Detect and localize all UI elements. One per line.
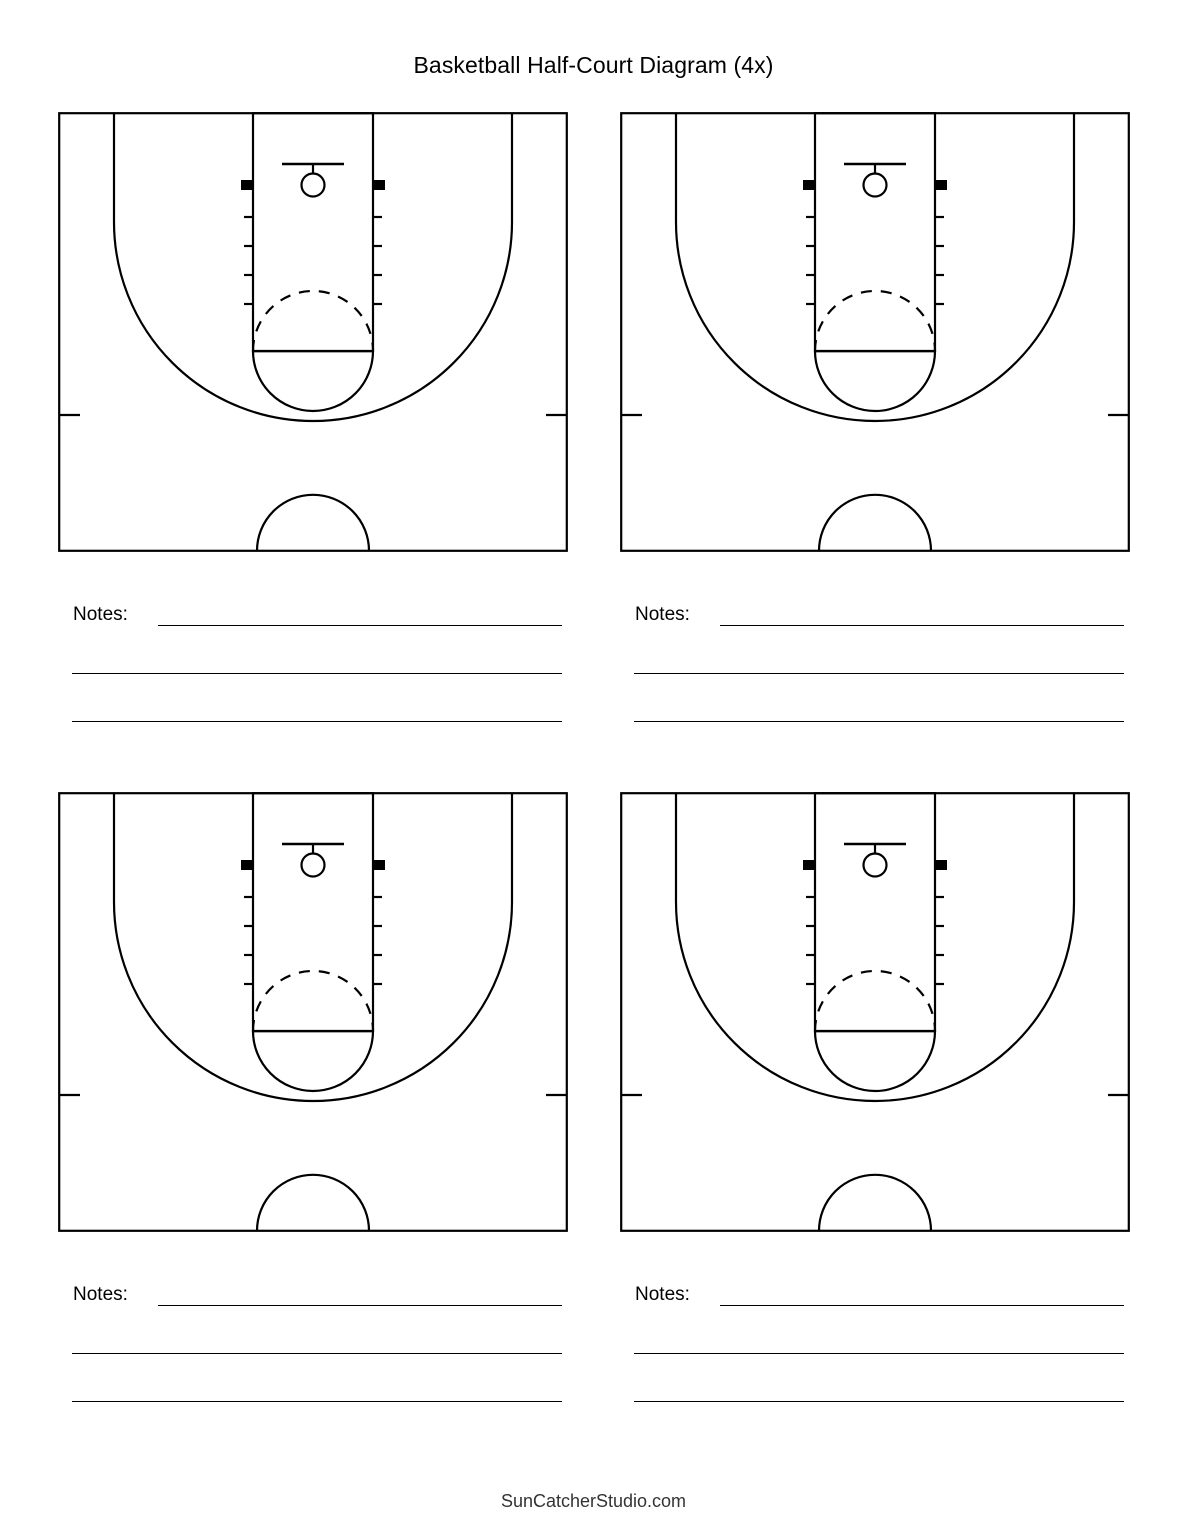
notes-write-line[interactable] (158, 1305, 562, 1306)
hoop (302, 174, 325, 197)
page-title: Basketball Half-Court Diagram (4x) (413, 52, 774, 78)
notes-write-line[interactable] (634, 721, 1124, 722)
half-court-diagram-4 (620, 792, 1130, 1232)
court-boundary (621, 793, 1129, 1231)
key-lane (815, 113, 935, 351)
center-circle-half (257, 1175, 369, 1231)
half-court-diagram-2 (620, 112, 1130, 552)
key-lane (253, 793, 373, 1031)
half-court-diagram-1 (58, 112, 568, 552)
court-boundary (59, 113, 567, 551)
notes-write-line[interactable] (634, 673, 1124, 674)
notes-block (620, 1284, 1130, 1424)
notes-write-line[interactable] (720, 625, 1124, 626)
notes-write-line[interactable] (720, 1305, 1124, 1306)
center-circle-half (819, 495, 931, 551)
notes-label: Notes: (635, 1284, 690, 1305)
half-court-diagram-3 (58, 792, 568, 1232)
center-circle-half (257, 495, 369, 551)
notes-write-line[interactable] (72, 1353, 562, 1354)
notes-label: Notes: (73, 604, 128, 625)
notes-write-line[interactable] (72, 1401, 562, 1402)
free-throw-circle-dashed (253, 971, 373, 1031)
three-point-arc (114, 113, 512, 421)
lane-block-left (803, 860, 815, 870)
free-throw-circle-solid (253, 351, 373, 411)
lane-block-right (935, 180, 947, 190)
court-boundary (621, 113, 1129, 551)
court-cell (58, 792, 568, 1424)
lane-block-right (373, 180, 385, 190)
court-cell (620, 112, 1130, 744)
lane-block-right (373, 860, 385, 870)
court-cell (58, 112, 568, 744)
lane-block-left (241, 860, 253, 870)
notes-label: Notes: (73, 1284, 128, 1305)
three-point-arc (676, 793, 1074, 1101)
notes-block (58, 1284, 568, 1424)
free-throw-circle-dashed (815, 971, 935, 1031)
notes-block (58, 604, 568, 744)
notes-write-line[interactable] (634, 1353, 1124, 1354)
notes-label: Notes: (635, 604, 690, 625)
free-throw-circle-solid (815, 1031, 935, 1091)
three-point-arc (676, 113, 1074, 421)
center-circle-half (819, 1175, 931, 1231)
free-throw-circle-solid (253, 1031, 373, 1091)
court-cell (620, 792, 1130, 1424)
three-point-arc (114, 793, 512, 1101)
hoop (864, 854, 887, 877)
key-lane (253, 113, 373, 351)
footer-credit: SunCatcherStudio.com (500, 1491, 687, 1511)
lane-block-left (803, 180, 815, 190)
court-boundary (59, 793, 567, 1231)
free-throw-circle-dashed (253, 291, 373, 351)
hoop (302, 854, 325, 877)
notes-write-line[interactable] (72, 721, 562, 722)
key-lane (815, 793, 935, 1031)
free-throw-circle-dashed (815, 291, 935, 351)
notes-write-line[interactable] (634, 1401, 1124, 1402)
notes-block (620, 604, 1130, 744)
lane-block-left (241, 180, 253, 190)
notes-write-line[interactable] (72, 673, 562, 674)
hoop (864, 174, 887, 197)
notes-write-line[interactable] (158, 625, 562, 626)
lane-block-right (935, 860, 947, 870)
free-throw-circle-solid (815, 351, 935, 411)
